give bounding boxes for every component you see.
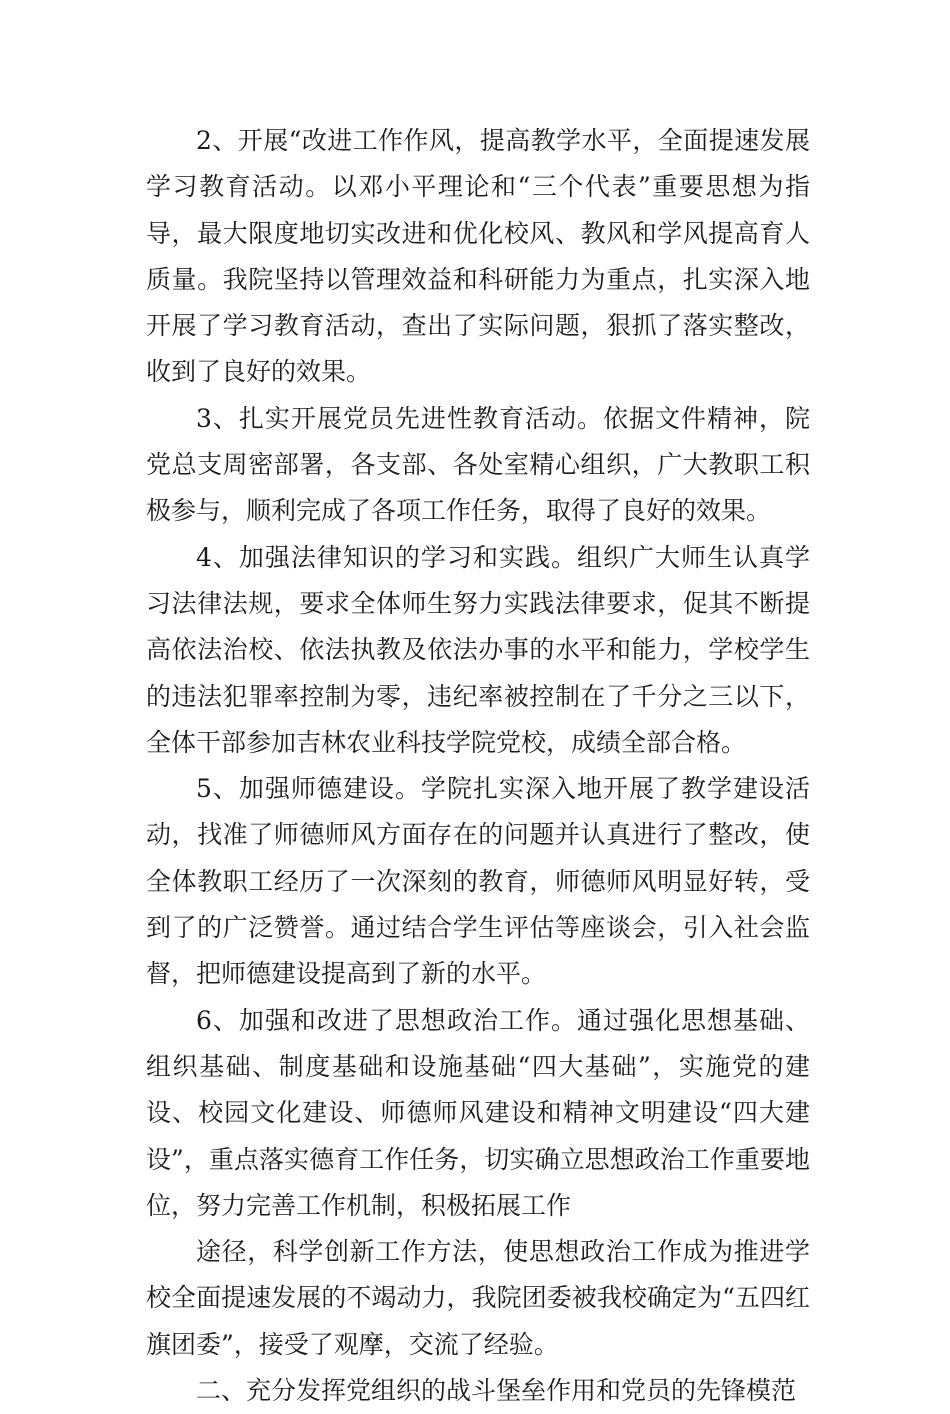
paragraph-continuation: 途径，科学创新工作方法，使思想政治工作成为推进学校全面提速发展的不竭动力，我院团委被我校确定为“五四红旗团委”，接受了观摩，交流了经验。 [146,1237,810,1359]
paragraph-item-6: 6、加强和改进了思想政治工作。通过强化思想基础、组织基础、制度基础和设施基础“四大基础”，实施党的建设、校园文化建设、师德师风建设和精神文明建设“四大建设”，重点落实德育工作任务，切实确立思想政治工作重要地位，努力完善工作机制，积极拓展工作 [146,1005,810,1220]
section-heading-two: 二、充分发挥党组织的战斗堡垒作用和党员的先锋模范 [196,1376,797,1406]
paragraph-item-3: 3、扎实开展党员先进性教育活动。依据文件精神，院党总支周密部署，各支部、各处室精心组织，广大教职工积极参与，顺利完成了各项工作任务，取得了良好的效果。 [146,403,810,526]
document-body [146,118,810,1414]
paragraph-item-5: 5、加强师德建设。学院扎实深入地开展了教学建设活动，找准了师德师风方面存在的问题并认真进行了整改，使全体教职工经历了一次深刻的教育，师德师风明显好转，受到了的广泛赞誉。通过结合学生评估等座谈会，引入社会监督，把师德建设提高到了新的水平。 [146,774,810,989]
paragraph-item-2: 2、开展“改进工作作风，提高教学水平，全面提速发展学习教育活动。以邓小平理论和“三个代表”重要思想为指导，最大限度地切实改进和优化校风、教风和学风提高育人质量。我院坚持以管理效益和科研能力为重点，扎实深入地开展了学习教育活动，查出了实际问题，狠抓了落实整改，收到了良好的效果。 [146,126,810,387]
paragraph-item-4: 4、加强法律知识的学习和实践。组织广大师生认真学习法律法规，要求全体师生努力实践法律要求，促其不断提高依法治校、依法执教及依法办事的水平和能力，学校学生的违法犯罪率控制为零，违纪率被控制在了千分之三以下，全体干部参加吉林农业科技学院党校，成绩全部合格。 [146,542,810,757]
